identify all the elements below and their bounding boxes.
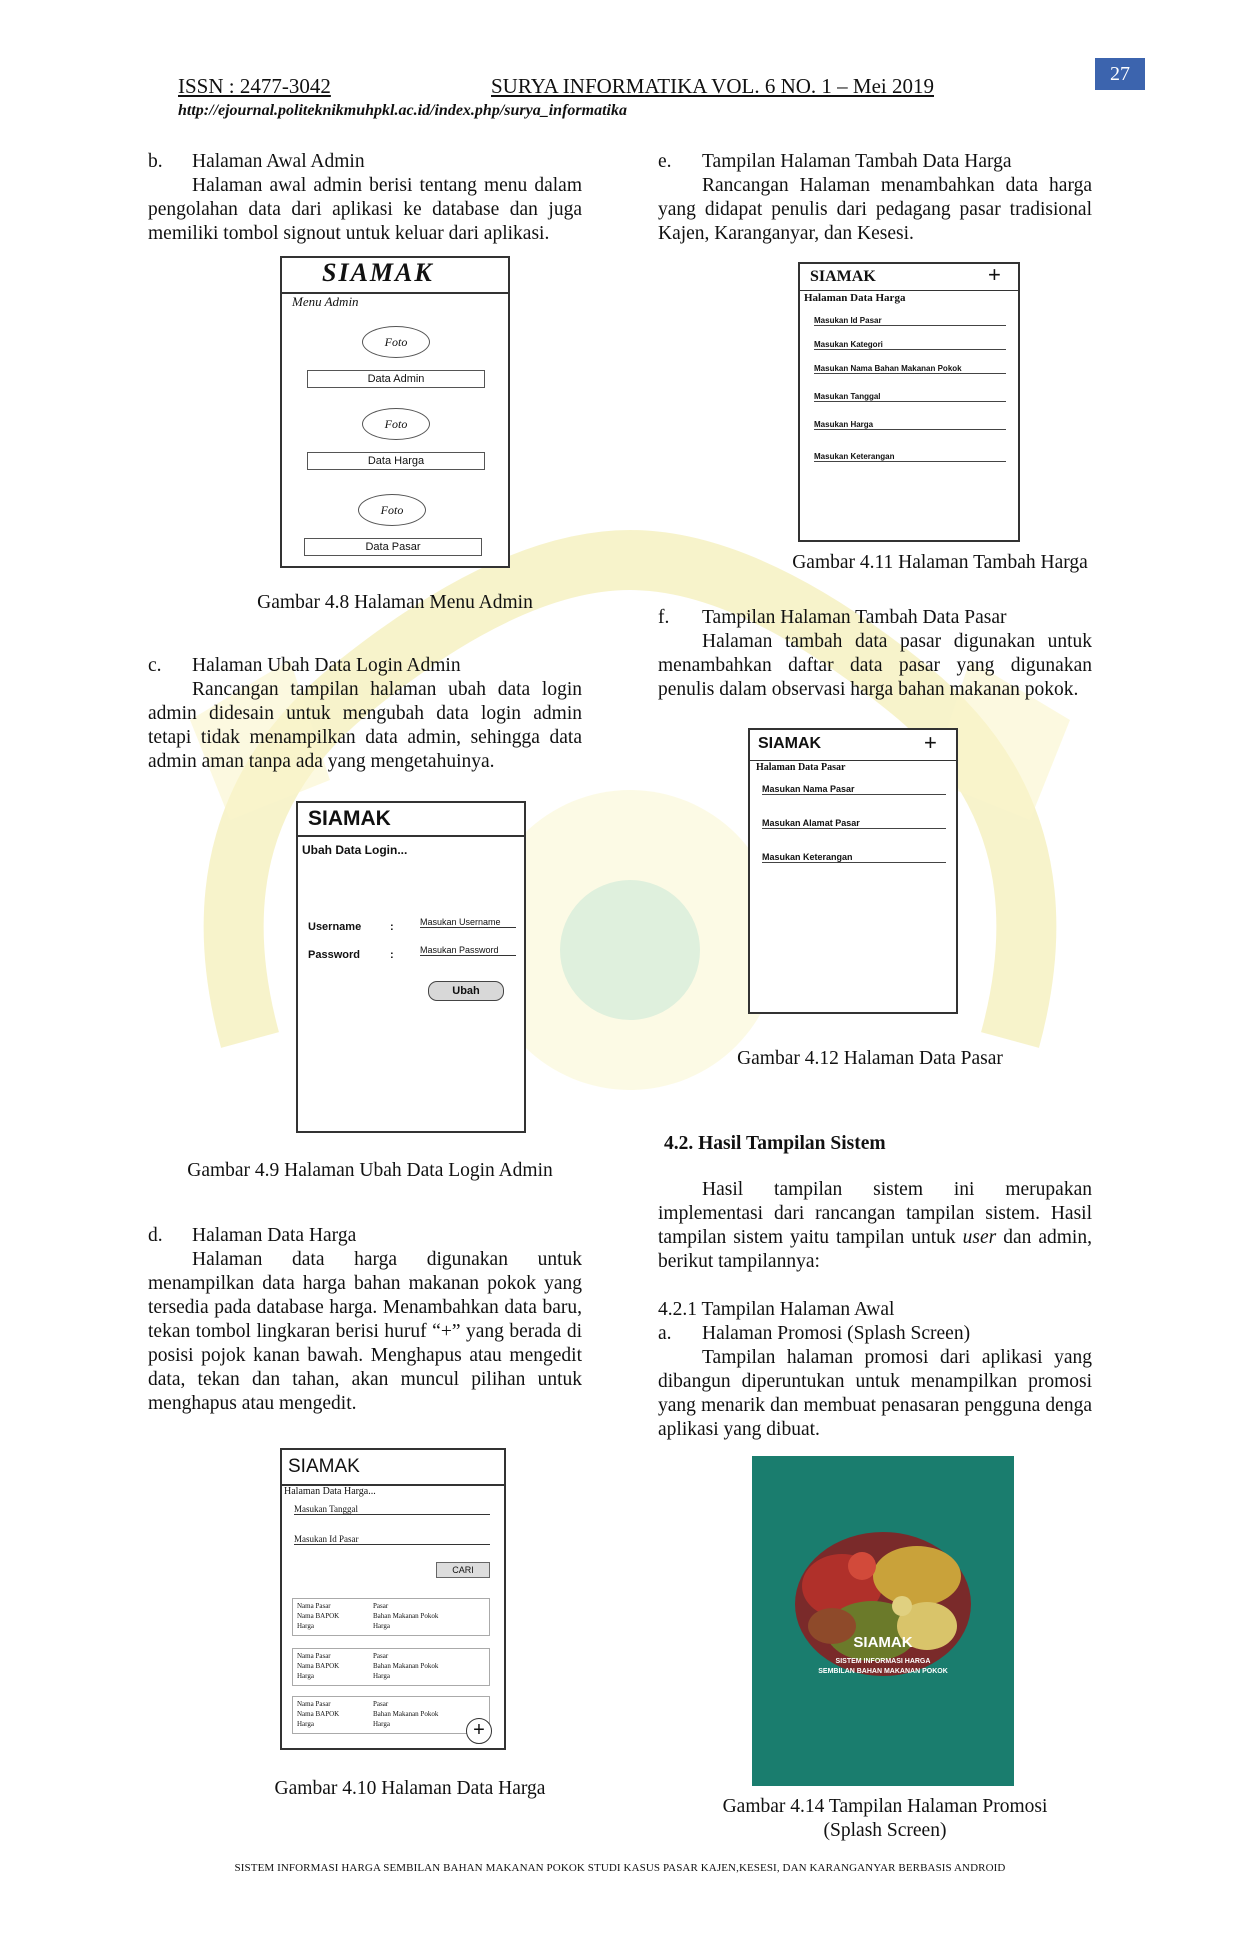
section-e-heading: e. Tampilan Halaman Tambah Data Harga (658, 151, 1012, 172)
input-field: Masukan Keterangan (814, 452, 1006, 462)
food-photo-icon (752, 1456, 1014, 1786)
figure-caption: (Splash Screen) (823, 1820, 947, 1841)
menu-subtitle: Menu Admin (292, 294, 359, 309)
section-f-heading: f. Tampilan Halaman Tambah Data Pasar (658, 607, 1007, 628)
figure-caption: Gambar 4.12 Halaman Data Pasar (737, 1048, 1003, 1069)
section-d-heading: d. Halaman Data Harga (148, 1225, 357, 1246)
input-field: Masukan Kategori (814, 340, 1006, 350)
section-b-heading (148, 150, 588, 174)
figure-menu-admin (280, 256, 510, 568)
figure-ubah-login: SIAMAK Ubah Data Login... Username : Masukan Username Password : Masukan Password Ubah (296, 801, 526, 1133)
screen-subtitle: Halaman Data Pasar (756, 762, 846, 773)
username-input: Masukan Username (420, 917, 516, 928)
figure-caption: Gambar 4.14 Tampilan Halaman Promosi (722, 1796, 1048, 1817)
input-field: Masukan Harga (814, 420, 1006, 430)
section-c-body: Rancangan tampilan halaman ubah data login admin didesain untuk mengubah data login admin tetapi tidak menampilkan data admin, sehingga data admin aman tanpa ada yang mengetahuinya. (148, 679, 582, 772)
figure-tambah-pasar (748, 728, 958, 1014)
photo-placeholder: Foto (362, 326, 430, 358)
journal-url: http://ejournal.politeknikmuhpkl.ac.id/index.php/surya_informatika (178, 102, 627, 119)
section-c-heading: c. Halaman Ubah Data Login Admin (148, 655, 461, 676)
section-d-body: Halaman data harga digunakan untuk menampilkan data harga bahan makanan pokok yang tersedia pada database harga. Menambahkan data baru, tekan tombol lingkaran berisi huruf “+” yang berada di posisi pojok kanan bawah. Menghapus atau mengedit data, tekan dan tahan, akan muncul pilihan untuk menghapus atau mengedit. (148, 1249, 582, 1414)
add-icon: + (924, 730, 937, 755)
menu-item: Data Harga (307, 452, 485, 470)
running-header (178, 74, 981, 99)
section-a-heading: a. Halaman Promosi (Splash Screen) (658, 1323, 971, 1344)
section-f-body: Halaman tambah data pasar digunakan untuk menambahkan daftar data pasar yang digunakan penulis dalam observasi harga bahan makanan pokok. (658, 631, 1092, 700)
figure-caption: Gambar 4.8 Halaman Menu Admin (257, 592, 533, 613)
cari-button: CARI (436, 1562, 490, 1578)
app-title: SIAMAK (308, 807, 391, 830)
splash-line1: SISTEM INFORMASI HARGA (835, 1658, 931, 1665)
result-card: Nama Pasar Nama BAPOK Harga Pasar Bahan Makanan Pokok Harga (292, 1648, 490, 1686)
splash-app-name: SIAMAK (853, 1634, 913, 1651)
ubah-button: Ubah (428, 981, 504, 1001)
splash-line2: SEMBILAN BAHAN MAKANAN POKOK (818, 1668, 948, 1675)
figure-caption: Gambar 4.11 Halaman Tambah Harga (792, 552, 1088, 573)
splash-screen-image (752, 1456, 1014, 1786)
menu-item: Data Pasar (304, 538, 482, 556)
section-label: b. (148, 151, 163, 172)
app-title: SIAMAK (758, 735, 822, 752)
date-input: Masukan Tanggal (294, 1504, 490, 1515)
section-4-2-heading: 4.2. Hasil Tampilan Sistem (664, 1133, 886, 1154)
app-title: SIAMAK (810, 268, 876, 285)
issn: ISSN : 2477-3042 (178, 74, 331, 98)
input-field: Masukan Keterangan (762, 852, 946, 863)
add-icon: + (466, 1718, 492, 1744)
section-4-2-body: Hasil tampilan sistem ini merupakan implementasi dari rancangan tampilan sistem. Hasil tampilan sistem yaitu tampilan untuk user dan admin, berikut tampilannya: (658, 1179, 1092, 1272)
figure-caption: Gambar 4.9 Halaman Ubah Data Login Admin (187, 1160, 553, 1181)
screen-subtitle: Halaman Data Harga (804, 292, 906, 304)
section-title: Halaman Awal Admin (192, 151, 365, 172)
username-label: Username (308, 921, 362, 933)
page-footer: SISTEM INFORMASI HARGA SEMBILAN BAHAN MAKANAN POKOK STUDI KASUS PASAR KAJEN,KESESI, DAN KARANGANYAR BERBASIS ANDROID (234, 1862, 1006, 1874)
figure-caption: Gambar 4.10 Halaman Data Harga (274, 1778, 546, 1799)
input-field: Masukan Nama Pasar (762, 784, 946, 795)
input-field: Masukan Tanggal (814, 392, 1006, 402)
figure-data-harga (280, 1448, 506, 1750)
section-e-body: Rancangan Halaman menambahkan data harga yang didapat penulis dari pedagang pasar tradisional Kajen, Karanganyar, dan Kesesi. (658, 175, 1092, 244)
page-number: 27 (1095, 58, 1145, 90)
input-field: Masukan Nama Bahan Makanan Pokok (814, 364, 1006, 374)
section-4-2-1-heading: 4.2.1 Tampilan Halaman Awal (658, 1299, 895, 1320)
menu-item: Data Admin (307, 370, 485, 388)
result-card: Nama Pasar Nama BAPOK Harga Pasar Bahan Makanan Pokok Harga (292, 1696, 490, 1734)
journal-name: SURYA INFORMATIKA VOL. 6 NO. 1 – Mei 2019 (491, 74, 934, 98)
password-label: Password (308, 949, 360, 961)
photo-placeholder: Foto (362, 408, 430, 440)
id-pasar-input: Masukan Id Pasar (294, 1534, 490, 1545)
figure-tambah-harga (798, 262, 1020, 542)
section-b-body: Halaman awal admin berisi tentang menu dalam pengolahan data dari aplikasi ke database dan juga memiliki tombol signout untuk keluar dari aplikasi. (148, 175, 582, 244)
app-title: SIAMAK (288, 1456, 360, 1477)
section-a-body: Tampilan halaman promosi dari aplikasi yang dibangun diperuntukan untuk menampilkan promosi yang menarik dan membuat penasaran pengguna denga aplikasi yang dibuat. (658, 1347, 1092, 1440)
input-field: Masukan Id Pasar (814, 316, 1006, 326)
screen-subtitle: Ubah Data Login... (302, 843, 408, 857)
app-title: SIAMAK (322, 258, 434, 287)
input-field: Masukan Alamat Pasar (762, 818, 946, 829)
add-icon: + (988, 262, 1001, 287)
result-card: Nama Pasar Nama BAPOK Harga Pasar Bahan Makanan Pokok Harga (292, 1598, 490, 1636)
password-input: Masukan Password (420, 945, 516, 956)
screen-subtitle: Halaman Data Harga... (284, 1486, 376, 1497)
photo-placeholder: Foto (358, 494, 426, 526)
